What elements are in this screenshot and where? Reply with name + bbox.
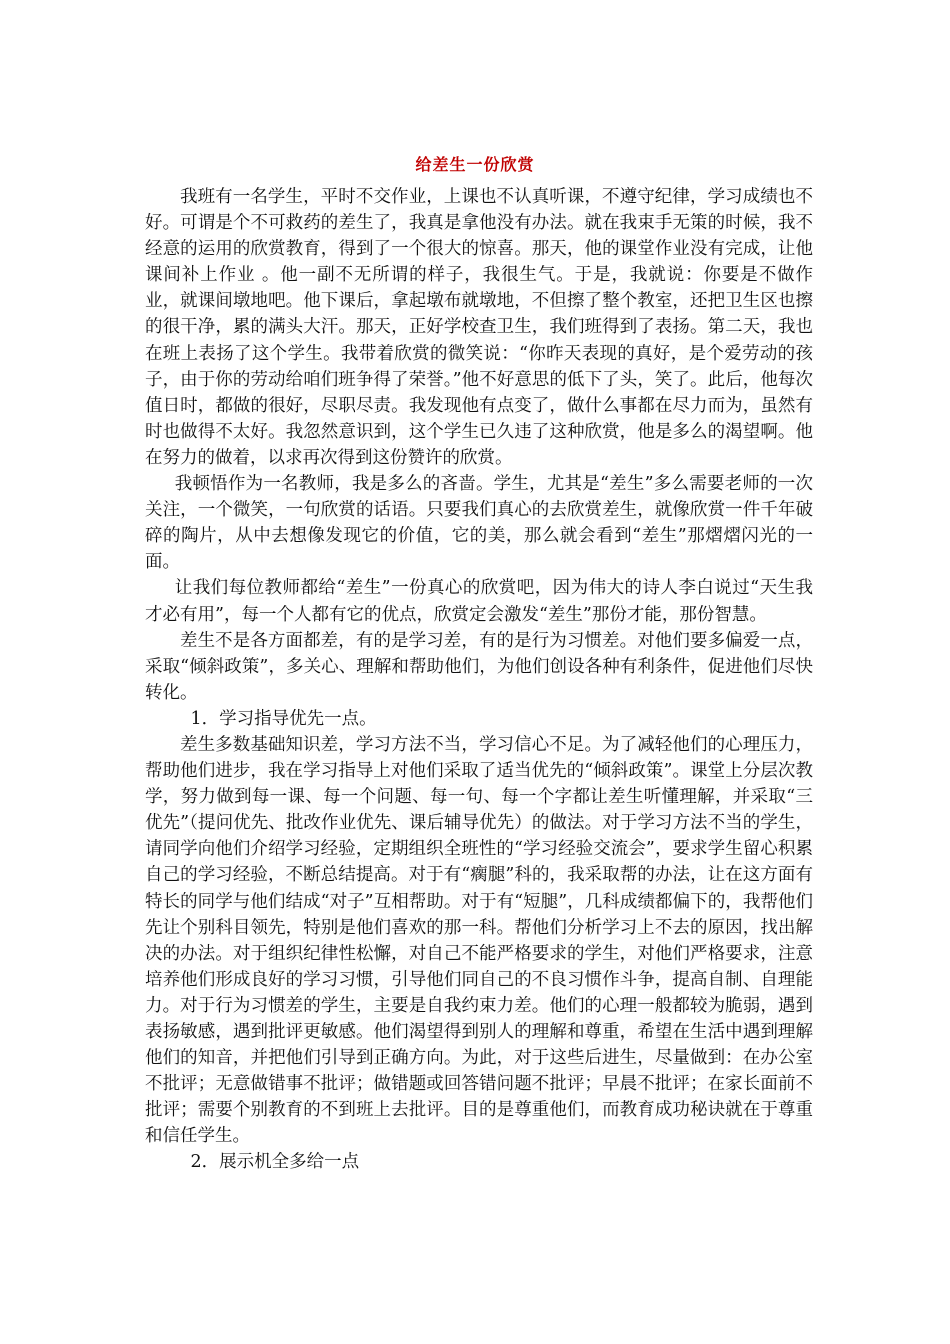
paragraph-4: 差生不是各方面都差，有的是学习差，有的是行为习惯差。对他们要多偏爱一点，采取“倾斜政策”，多关心、理解和帮助他们，为他们创设各种有利条件，促进他们尽快转化。 bbox=[145, 630, 813, 703]
document-title: 给差生一份欣赏 bbox=[415, 155, 535, 174]
section-heading-1: 1．学习指导优先一点。 bbox=[190, 708, 377, 729]
section-heading-2: 2．展示机全多给一点 bbox=[190, 1152, 360, 1173]
document-body bbox=[145, 184, 813, 1176]
paragraph-1: 我班有一名学生，平时不交作业，上课也不认真听课，不遵守纪律，学习成绩也不好。可谓是个不可救药的差生了，我真是拿他没有办法。就在我束手无策的时候，我不经意的运用的欣赏教育，得到了一个很大的惊喜。那天，他的课堂作业没有完成，让他课间补上作业 。他一副不无所谓的样子，我很生气。于是，我就说：你要是不做作业，就课间墩地吧。他下课后，拿起墩布就墩地，不但擦了整个教室，还把卫生区也擦的很干净，累的满头大汗。那天，正好学校查卫生，我们班得到了表扬。第二天，我也在班上表扬了这个学生。我带着欣赏的微笑说：“你昨天表现的真好，是个爱劳动的孩子，由于你的劳动给咱们班争得了荣誉。”他不好意思的低下了头，笑了。此后，他每次值日时，都做的很好，尽职尽责。我发现他有点变了，做什么事都在尽力而为，虽然有时也做得不太好。我忽然意识到，这个学生已久违了这种欣赏，他是多么的渴望啊。他在努力的做着，以求再次得到这份赞许的欣赏。 bbox=[145, 187, 813, 468]
paragraph-3: 让我们每位教师都给“差生”一份真心的欣赏吧，因为伟大的诗人李白说过“天生我才必有用”，每一个人都有它的优点，欣赏定会激发“差生”那份才能，那份智慧。 bbox=[145, 578, 813, 625]
paragraph-2: 我顿悟作为一名教师，我是多么的吝啬。学生，尤其是“差生”多么需要老师的一次关注，一个微笑，一句欣赏的话语。只要我们真心的去欣赏差生，就像欣赏一件千年破碎的陶片，从中去想像发现它的价值，它的美，那么就会看到“差生”那熠熠闪光的一面。 bbox=[145, 474, 813, 573]
paragraph-5: 差生多数基础知识差，学习方法不当，学习信心不足。为了减轻他们的心理压力，帮助他们进步，我在学习指导上对他们采取了适当优先的“倾斜政策”。课堂上分层次教学，努力做到每一课、每一个问题、每一句、每一个字都让差生听懂理解，并采取“三优先”（提问优先、批改作业优先、课后辅导优先）的做法。对于学习方法不当的学生，请同学向他们介绍学习经验，定期组织全班性的“学习经验交流会”，要求学生留心积累自己的学习经验，不断总结提高。对于有“瘸腿”科的，我采取帮的办法，让在这方面有特长的同学与他们结成“对子”互相帮助。对于有“短腿”，几科成绩都偏下的，我帮他们先让个别科目领先，特别是他们喜欢的那一科。帮他们分析学习上不去的原因，找出解决的办法。对于组织纪律性松懈，对自己不能严格要求的学生，对他们严格要求，注意培养他们形成良好的学习习惯，引导他们同自己的不良习惯作斗争，提高自制、自理能力。对于行为习惯差的学生，主要是自我约束力差。他们的心理一般都较为脆弱，遇到表扬敏感，遇到批评更敏感。他们渴望得到别人的理解和尊重，希望在生活中遇到理解他们的知音，并把他们引导到正确方向。为此，对于这些后进生，尽量做到：在办公室不批评；无意做错事不批评；做错题或回答错问题不批评；早晨不批评；在家长面前不批评；需要个别教育的不到班上去批评。目的是尊重他们，而教育成功秘诀就在于尊重和信任学生。 bbox=[145, 734, 813, 1147]
